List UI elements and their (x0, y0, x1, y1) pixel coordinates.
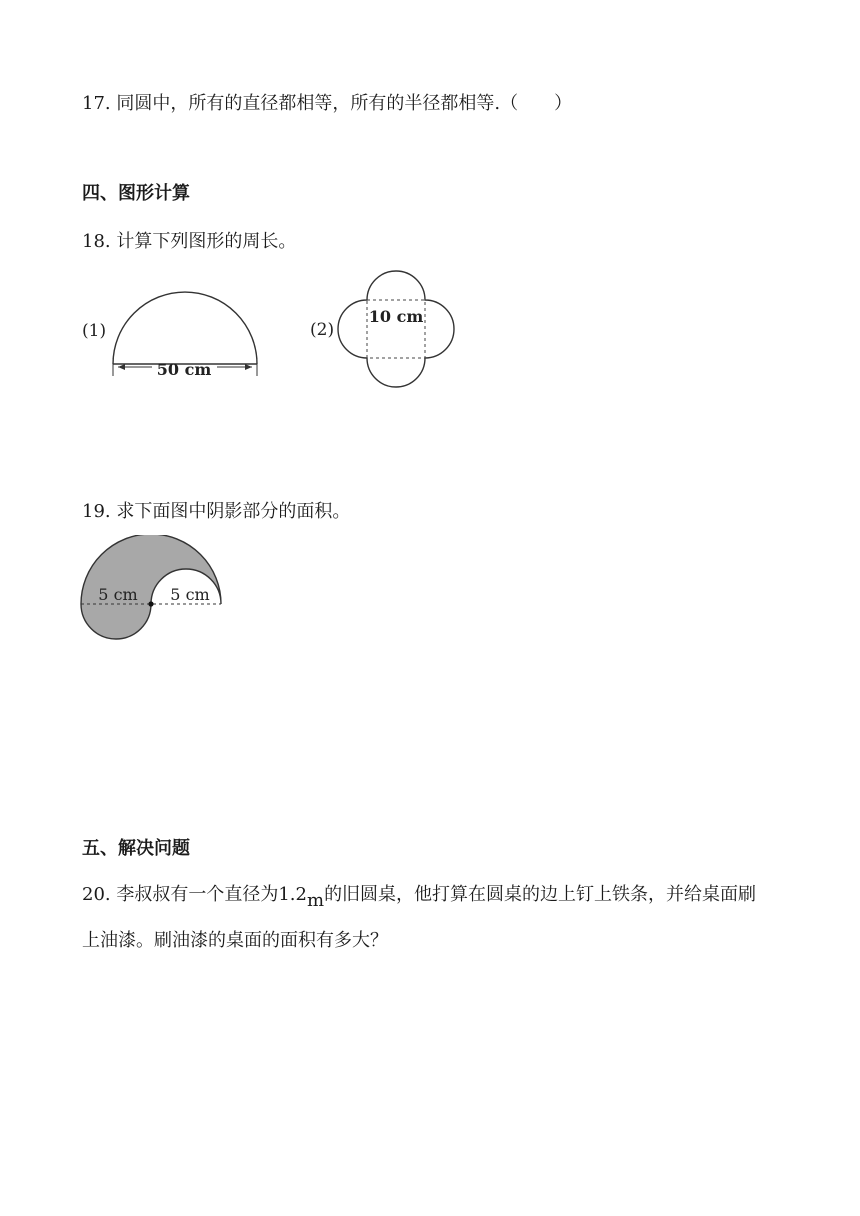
question-17: 17. 同圆中，所有的直径都相等，所有的半径都相等.（ ） (82, 93, 573, 114)
figure-18-1-label: (1) (82, 321, 107, 341)
section-4-heading: 四、图形计算 (82, 183, 190, 204)
arrowhead-right-icon (245, 364, 252, 370)
figure-18-1-dimension: 50 cm (156, 360, 212, 379)
section-5-heading: 五、解决问题 (82, 838, 190, 859)
figure-18-1-semicircle (80, 280, 270, 385)
figure-19-shaded-region (76, 535, 231, 645)
question-20-line-1 (82, 883, 757, 911)
unit-meter: m (306, 890, 325, 911)
question-18: 18. 计算下列图形的周长。 (82, 231, 297, 252)
figure-18-2-clover (308, 268, 458, 390)
question-20-line-2: 上油漆。刷油漆的桌面的面积有多大？ (82, 930, 388, 951)
question-19: 19. 求下面图中阴影部分的面积。 (82, 501, 351, 522)
figure-18-2-dimension: 10 cm (368, 307, 424, 326)
figure-18-2-label: (2) (310, 320, 335, 340)
clover-outline (338, 271, 454, 387)
question-20-text-a: 20. 李叔叔有一个直径为1.2 (82, 884, 307, 905)
arrowhead-left-icon (118, 364, 125, 370)
question-20-text-b: 的旧圆桌，他打算在圆桌的边上钉上铁条，并给桌面刷 (324, 884, 757, 905)
center-point (148, 601, 153, 606)
figure-19-dimension-right: 5 cm (170, 585, 210, 604)
figure-19-dimension-left: 5 cm (98, 585, 138, 604)
semicircle-arc (113, 292, 257, 364)
